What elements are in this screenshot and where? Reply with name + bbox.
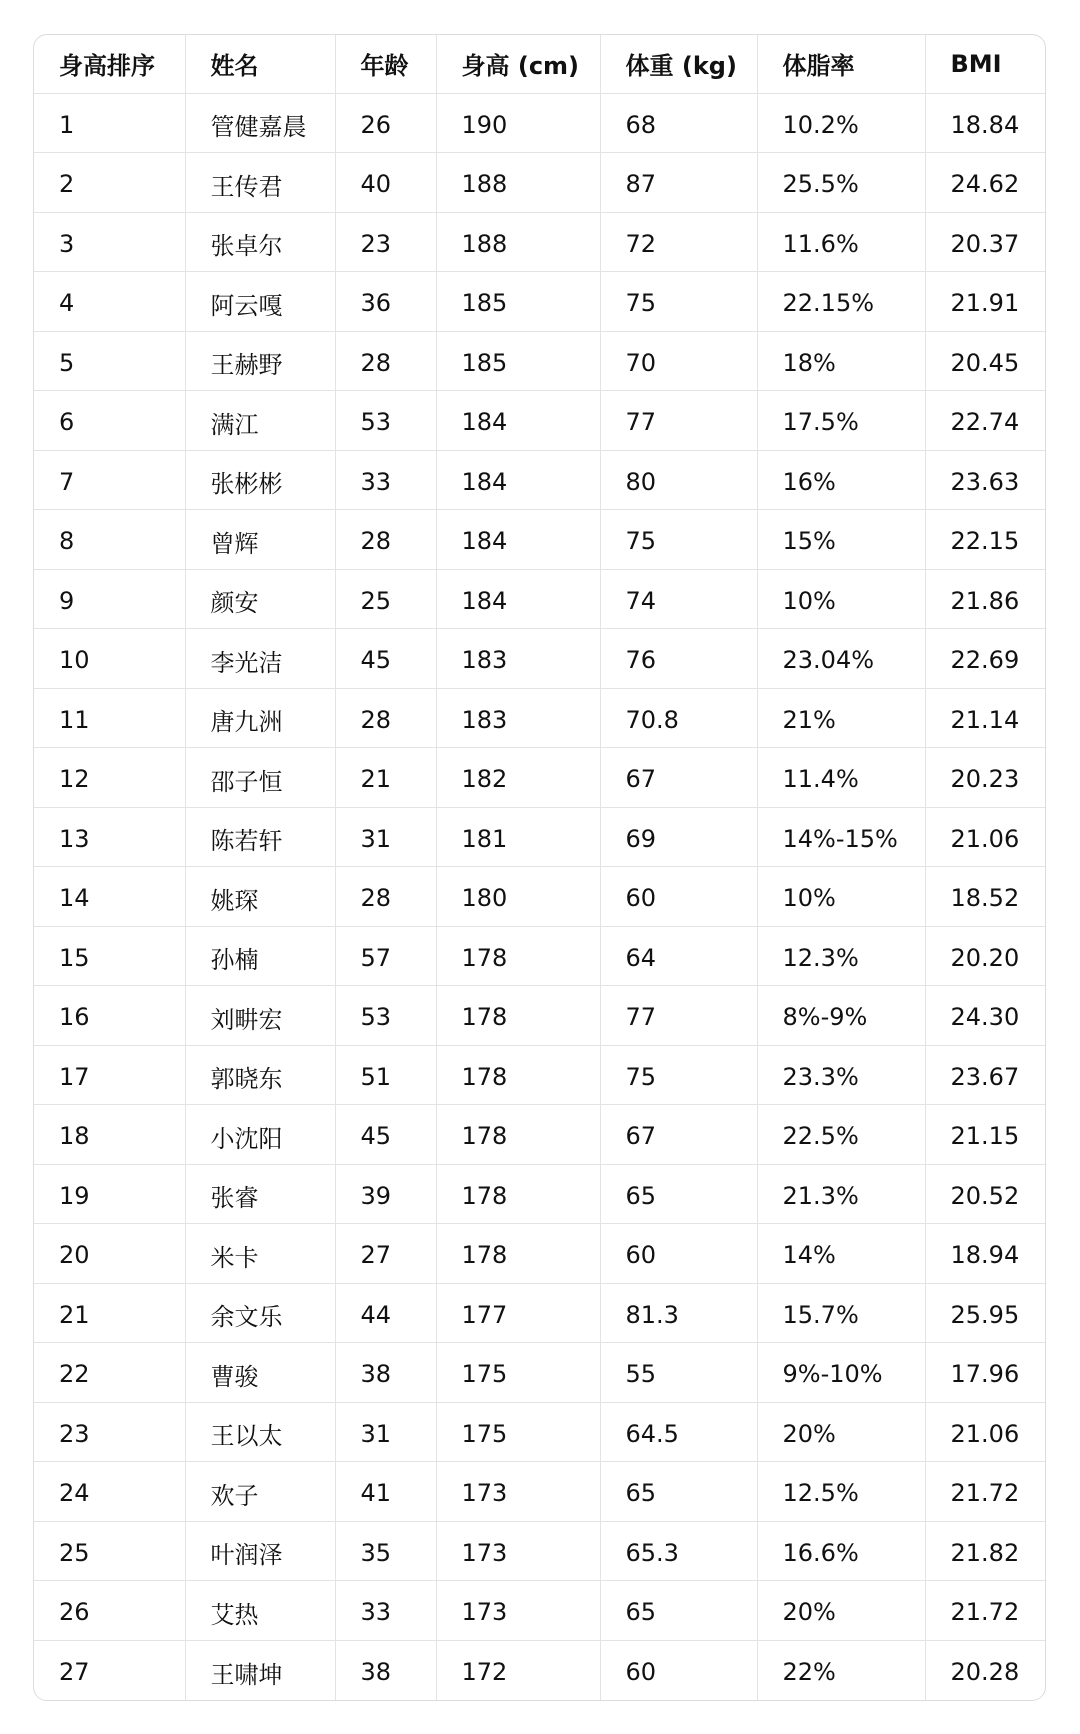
cell-name: 艾热: [185, 1581, 335, 1641]
cell-weight: 75: [600, 1045, 757, 1105]
table-body: [34, 93, 1046, 1700]
table-row: [34, 1164, 1046, 1224]
cell-body-fat: 10%: [757, 867, 925, 927]
cell-age: 23: [335, 212, 436, 272]
cell-weight: 75: [600, 510, 757, 570]
cell-body-fat: 21.3%: [757, 1164, 925, 1224]
cell-height: 175: [436, 1402, 600, 1462]
cell-bmi: 21.91: [925, 272, 1046, 332]
table-row: [34, 807, 1046, 867]
cell-weight: 64: [600, 926, 757, 986]
cell-age: 33: [335, 450, 436, 510]
cell-body-fat: 15.7%: [757, 1283, 925, 1343]
data-table-card: [33, 34, 1046, 1701]
cell-body-fat: 22.5%: [757, 1105, 925, 1165]
cell-name: 满江: [185, 391, 335, 451]
cell-name: 曹骏: [185, 1343, 335, 1403]
table-header-row: [34, 35, 1046, 93]
cell-bmi: 20.45: [925, 331, 1046, 391]
cell-bmi: 17.96: [925, 1343, 1046, 1403]
cell-bmi: 22.15: [925, 510, 1046, 570]
cell-name: 阿云嘎: [185, 272, 335, 332]
cell-height: 188: [436, 212, 600, 272]
table-row: [34, 93, 1046, 153]
cell-name: 张睿: [185, 1164, 335, 1224]
cell-weight: 87: [600, 153, 757, 213]
cell-age: 21: [335, 748, 436, 808]
cell-rank: 3: [34, 212, 185, 272]
cell-rank: 2: [34, 153, 185, 213]
height-ranking-table: [34, 35, 1046, 1700]
cell-weight: 67: [600, 1105, 757, 1165]
cell-weight: 60: [600, 1224, 757, 1284]
cell-weight: 65: [600, 1581, 757, 1641]
cell-weight: 72: [600, 212, 757, 272]
cell-body-fat: 23.3%: [757, 1045, 925, 1105]
cell-name: 郭晓东: [185, 1045, 335, 1105]
cell-height: 184: [436, 569, 600, 629]
header-body-fat: 体脂率: [757, 35, 925, 93]
cell-name: 张彬彬: [185, 450, 335, 510]
cell-bmi: 20.52: [925, 1164, 1046, 1224]
cell-weight: 70.8: [600, 688, 757, 748]
cell-bmi: 22.74: [925, 391, 1046, 451]
cell-age: 35: [335, 1521, 436, 1581]
cell-body-fat: 16.6%: [757, 1521, 925, 1581]
cell-height: 180: [436, 867, 600, 927]
cell-rank: 6: [34, 391, 185, 451]
table-row: [34, 1224, 1046, 1284]
header-age: 年龄: [335, 35, 436, 93]
cell-height: 181: [436, 807, 600, 867]
cell-age: 25: [335, 569, 436, 629]
cell-body-fat: 12.5%: [757, 1462, 925, 1522]
cell-weight: 81.3: [600, 1283, 757, 1343]
cell-name: 王以太: [185, 1402, 335, 1462]
cell-rank: 13: [34, 807, 185, 867]
table-row: [34, 391, 1046, 451]
header-name: 姓名: [185, 35, 335, 93]
cell-rank: 25: [34, 1521, 185, 1581]
cell-weight: 64.5: [600, 1402, 757, 1462]
cell-age: 41: [335, 1462, 436, 1522]
cell-rank: 15: [34, 926, 185, 986]
cell-height: 177: [436, 1283, 600, 1343]
cell-rank: 14: [34, 867, 185, 927]
cell-body-fat: 10.2%: [757, 93, 925, 153]
cell-age: 28: [335, 688, 436, 748]
cell-name: 孙楠: [185, 926, 335, 986]
cell-body-fat: 11.6%: [757, 212, 925, 272]
cell-height: 178: [436, 1164, 600, 1224]
cell-body-fat: 14%: [757, 1224, 925, 1284]
cell-weight: 65: [600, 1164, 757, 1224]
cell-weight: 55: [600, 1343, 757, 1403]
cell-rank: 18: [34, 1105, 185, 1165]
table-row: [34, 153, 1046, 213]
cell-age: 31: [335, 1402, 436, 1462]
cell-rank: 21: [34, 1283, 185, 1343]
cell-bmi: 21.72: [925, 1462, 1046, 1522]
cell-rank: 11: [34, 688, 185, 748]
cell-body-fat: 25.5%: [757, 153, 925, 213]
cell-bmi: 21.15: [925, 1105, 1046, 1165]
cell-age: 40: [335, 153, 436, 213]
cell-rank: 27: [34, 1640, 185, 1700]
table-row: [34, 1045, 1046, 1105]
cell-bmi: 20.23: [925, 748, 1046, 808]
table-row: [34, 629, 1046, 689]
cell-name: 唐九洲: [185, 688, 335, 748]
cell-weight: 67: [600, 748, 757, 808]
cell-name: 刘畊宏: [185, 986, 335, 1046]
cell-name: 余文乐: [185, 1283, 335, 1343]
cell-height: 173: [436, 1581, 600, 1641]
cell-rank: 19: [34, 1164, 185, 1224]
cell-bmi: 21.82: [925, 1521, 1046, 1581]
cell-age: 26: [335, 93, 436, 153]
cell-name: 王赫野: [185, 331, 335, 391]
cell-body-fat: 10%: [757, 569, 925, 629]
cell-name: 王啸坤: [185, 1640, 335, 1700]
table-row: [34, 1581, 1046, 1641]
cell-body-fat: 22%: [757, 1640, 925, 1700]
table-row: [34, 688, 1046, 748]
cell-rank: 12: [34, 748, 185, 808]
table-row: [34, 450, 1046, 510]
cell-height: 184: [436, 450, 600, 510]
cell-bmi: 21.86: [925, 569, 1046, 629]
cell-age: 39: [335, 1164, 436, 1224]
cell-bmi: 23.63: [925, 450, 1046, 510]
cell-age: 38: [335, 1640, 436, 1700]
cell-body-fat: 22.15%: [757, 272, 925, 332]
cell-weight: 77: [600, 391, 757, 451]
cell-rank: 5: [34, 331, 185, 391]
cell-name: 王传君: [185, 153, 335, 213]
table-row: [34, 212, 1046, 272]
table-row: [34, 1521, 1046, 1581]
cell-height: 178: [436, 986, 600, 1046]
cell-bmi: 22.69: [925, 629, 1046, 689]
cell-body-fat: 20%: [757, 1402, 925, 1462]
cell-age: 28: [335, 867, 436, 927]
cell-height: 190: [436, 93, 600, 153]
cell-body-fat: 14%-15%: [757, 807, 925, 867]
header-rank: 身高排序: [34, 35, 185, 93]
cell-age: 57: [335, 926, 436, 986]
cell-height: 173: [436, 1462, 600, 1522]
cell-body-fat: 16%: [757, 450, 925, 510]
cell-name: 陈若轩: [185, 807, 335, 867]
cell-weight: 76: [600, 629, 757, 689]
header-weight: 体重 (kg): [600, 35, 757, 93]
table-row: [34, 986, 1046, 1046]
cell-bmi: 24.62: [925, 153, 1046, 213]
header-height: 身高 (cm): [436, 35, 600, 93]
cell-name: 曾辉: [185, 510, 335, 570]
cell-rank: 23: [34, 1402, 185, 1462]
cell-body-fat: 9%-10%: [757, 1343, 925, 1403]
cell-rank: 4: [34, 272, 185, 332]
cell-rank: 8: [34, 510, 185, 570]
table-row: [34, 1283, 1046, 1343]
cell-height: 183: [436, 688, 600, 748]
cell-height: 185: [436, 272, 600, 332]
cell-weight: 68: [600, 93, 757, 153]
cell-body-fat: 20%: [757, 1581, 925, 1641]
cell-name: 小沈阳: [185, 1105, 335, 1165]
cell-height: 173: [436, 1521, 600, 1581]
cell-bmi: 21.06: [925, 1402, 1046, 1462]
table-row: [34, 748, 1046, 808]
cell-bmi: 18.52: [925, 867, 1046, 927]
table-row: [34, 569, 1046, 629]
cell-name: 邵子恒: [185, 748, 335, 808]
cell-rank: 16: [34, 986, 185, 1046]
cell-rank: 10: [34, 629, 185, 689]
cell-height: 178: [436, 1105, 600, 1165]
cell-rank: 9: [34, 569, 185, 629]
cell-bmi: 20.28: [950, 1658, 1020, 1686]
cell-weight: 74: [600, 569, 757, 629]
cell-body-fat: 18%: [757, 331, 925, 391]
cell-bmi: 18.84: [925, 93, 1046, 153]
cell-weight: 69: [600, 807, 757, 867]
cell-name: 欢子: [185, 1462, 335, 1522]
cell-body-fat: 8%-9%: [757, 986, 925, 1046]
table-row: [34, 1105, 1046, 1165]
cell-rank: 17: [34, 1045, 185, 1105]
table-row: [34, 1402, 1046, 1462]
cell-height: 185: [436, 331, 600, 391]
cell-name: 姚琛: [185, 867, 335, 927]
cell-bmi: 23.67: [925, 1045, 1046, 1105]
cell-name: 张卓尔: [185, 212, 335, 272]
cell-name: 米卡: [185, 1224, 335, 1284]
cell-age: 44: [335, 1283, 436, 1343]
cell-height: 172: [436, 1640, 600, 1700]
cell-height: 184: [436, 391, 600, 451]
cell-height: 175: [436, 1343, 600, 1403]
cell-height: 178: [436, 1224, 600, 1284]
cell-body-fat: 12.3%: [757, 926, 925, 986]
cell-bmi: 20.20: [925, 926, 1046, 986]
cell-body-fat: 21%: [757, 688, 925, 748]
cell-weight: 77: [600, 986, 757, 1046]
table-row: [34, 867, 1046, 927]
cell-bmi: 21.72: [925, 1581, 1046, 1641]
cell-height: 188: [436, 153, 600, 213]
cell-name: 叶润泽: [185, 1521, 335, 1581]
cell-rank: 24: [34, 1462, 185, 1522]
cell-age: 27: [335, 1224, 436, 1284]
cell-age: 45: [335, 1105, 436, 1165]
cell-name: 李光洁: [185, 629, 335, 689]
cell-age: 53: [335, 391, 436, 451]
header-bmi: BMI: [925, 35, 1046, 93]
cell-weight: 80: [600, 450, 757, 510]
cell-name: 颜安: [185, 569, 335, 629]
cell-weight: 60: [600, 867, 757, 927]
cell-weight: 75: [600, 272, 757, 332]
cell-bmi: 24.30: [925, 986, 1046, 1046]
table-row: [34, 1343, 1046, 1403]
cell-rank: 22: [34, 1343, 185, 1403]
cell-weight: 65: [600, 1462, 757, 1522]
cell-age: 45: [335, 629, 436, 689]
cell-weight: 70: [600, 331, 757, 391]
cell-bmi: 21.14: [925, 688, 1046, 748]
cell-body-fat: 17.5%: [757, 391, 925, 451]
cell-age: 53: [335, 986, 436, 1046]
cell-bmi: 18.94: [925, 1224, 1046, 1284]
cell-age: 36: [335, 272, 436, 332]
cell-age: 33: [335, 1581, 436, 1641]
cell-age: 38: [335, 1343, 436, 1403]
cell-height: 182: [436, 748, 600, 808]
cell-rank: 20: [34, 1224, 185, 1284]
cell-height: 183: [436, 629, 600, 689]
table-row: [34, 1640, 1046, 1700]
cell-body-fat: 15%: [757, 510, 925, 570]
cell-rank: 26: [34, 1581, 185, 1641]
cell-age: 31: [335, 807, 436, 867]
cell-rank: 7: [34, 450, 185, 510]
table-row: [34, 272, 1046, 332]
cell-height: 184: [436, 510, 600, 570]
cell-weight: 60: [600, 1640, 757, 1700]
cell-age: 28: [335, 510, 436, 570]
table-row: [34, 926, 1046, 986]
cell-rank: 1: [34, 93, 185, 153]
cell-height: 178: [436, 926, 600, 986]
cell-bmi: 25.95: [925, 1283, 1046, 1343]
cell-weight: 65.3: [600, 1521, 757, 1581]
cell-age: 51: [335, 1045, 436, 1105]
cell-body-fat: 23.04%: [757, 629, 925, 689]
cell-age: 28: [335, 331, 436, 391]
table-row: [34, 510, 1046, 570]
cell-body-fat: 11.4%: [757, 748, 925, 808]
cell-height: 178: [436, 1045, 600, 1105]
cell-name: 管健嘉晨: [185, 93, 335, 153]
cell-bmi: 20.37: [925, 212, 1046, 272]
table-row: [34, 331, 1046, 391]
cell-bmi: 21.06: [925, 807, 1046, 867]
table-row: [34, 1462, 1046, 1522]
